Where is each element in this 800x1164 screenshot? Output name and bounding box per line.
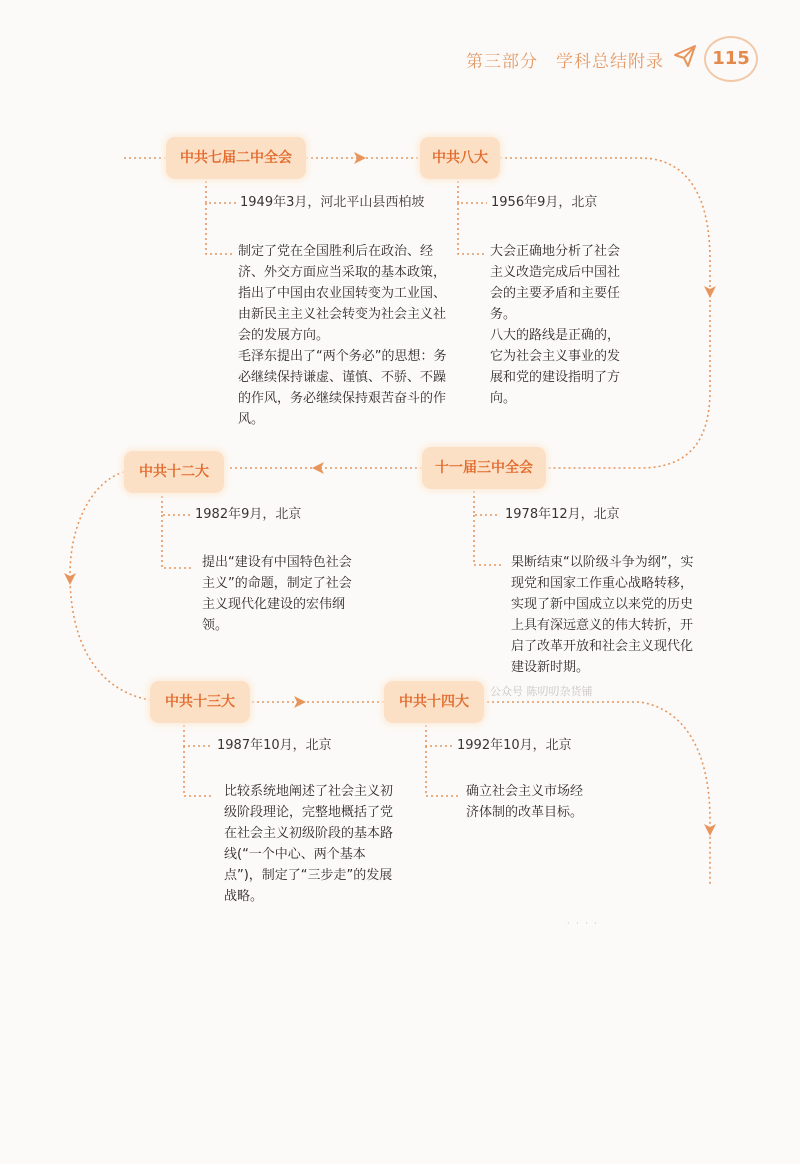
arrow-down-icon bbox=[704, 824, 716, 836]
event-date: 1987年10月，北京 bbox=[217, 738, 332, 753]
arrow-down-icon bbox=[64, 573, 76, 585]
event-description: 确立社会主义市场经济体制的改革目标。 bbox=[466, 784, 584, 820]
arrow-right-icon bbox=[294, 696, 306, 708]
footer-artifact: · · · · bbox=[567, 919, 599, 928]
event-node-8th-congress: 中共八大 bbox=[420, 137, 500, 179]
section-label: 第三部分 bbox=[466, 52, 538, 72]
event-node-14th-congress: 中共十四大 bbox=[384, 681, 484, 723]
event-node-13th-congress: 中共十三大 bbox=[150, 681, 250, 723]
event-description: 大会正确地分析了社会主义改造完成后中国社会的主要矛盾和主要任务。 八大的路线是正确的，它为社会主义事业的发展和党的建设指明了方向。 bbox=[490, 244, 621, 406]
event-date: 1992年10月，北京 bbox=[457, 738, 572, 753]
event-node-12th-congress: 中共十二大 bbox=[124, 451, 224, 493]
event-date: 1978年12月，北京 bbox=[505, 507, 620, 522]
appendix-title: 学科总结附录 bbox=[556, 52, 664, 72]
arrow-down-icon bbox=[704, 286, 716, 298]
watermark: 公众号 陈叨叨杂货铺 bbox=[490, 685, 593, 698]
arrow-left-icon bbox=[312, 462, 324, 474]
event-node-11th-3rd-plenum: 十一届三中全会 bbox=[422, 447, 546, 489]
event-description: 制定了党在全国胜利后在政治、经济、外交方面应当采取的基本政策，指出了中国由农业国转变为工业国、由新民主主义社会转变为社会主义社会的发展方向。 毛泽东提出了“两个务必”的思想：务必继续保持谦虚、谨慎、不骄、不躁的作风，务必继续保持艰苦奋斗的作风。 bbox=[238, 244, 447, 427]
page-number: 115 bbox=[704, 36, 758, 82]
event-description: 果断结束“以阶级斗争为纲”，实现党和国家工作重心战略转移，实现了新中国成立以来党的历史上具有深远意义的伟大转折，开启了改革开放和社会主义现代化建设新时期。 bbox=[511, 555, 694, 675]
event-date: 1982年9月，北京 bbox=[195, 507, 302, 522]
event-node-7th-2nd-plenum: 中共七届二中全会 bbox=[166, 137, 306, 179]
event-description: 提出“建设有中国特色社会主义”的命题，制定了社会主义现代化建设的宏伟纲领。 bbox=[202, 555, 352, 633]
arrow-right-icon bbox=[354, 152, 366, 164]
event-description: 比较系统地阐述了社会主义初级阶段理论，完整地概括了党在社会主义初级阶段的基本路线(“一个中心、两个基本点”)，制定了“三步走”的发展战略。 bbox=[224, 784, 394, 904]
event-date: 1949年3月，河北平山县西柏坡 bbox=[240, 195, 425, 210]
event-date: 1956年9月，北京 bbox=[491, 195, 598, 210]
